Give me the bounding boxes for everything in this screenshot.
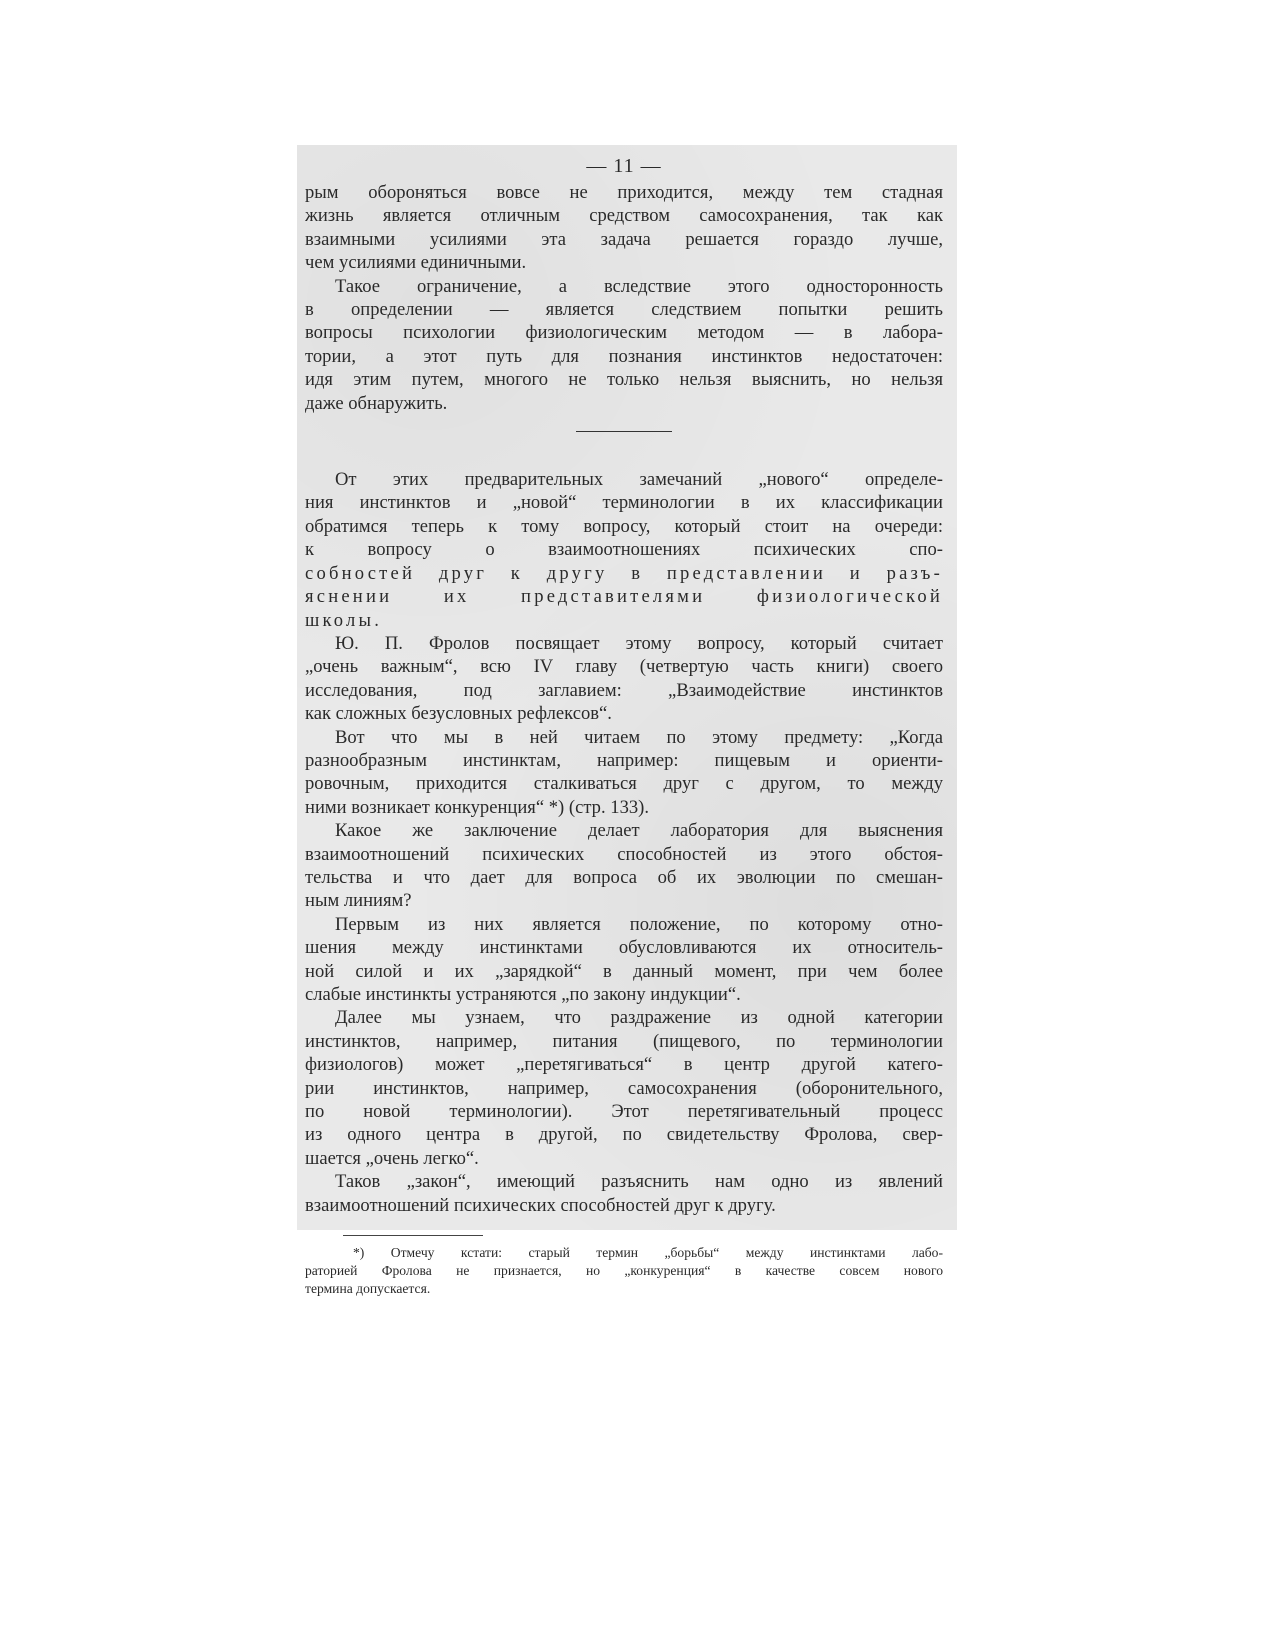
text-line: собностей друг к другу в представлении и разъ-: [305, 562, 943, 584]
paragraph-6: [305, 819, 943, 913]
text-line: по новой терминологии). Этот перетягивательный процесс: [305, 1101, 943, 1123]
footnote-line: раторией Фролова не признается, но „конкуренция“ в качестве совсем нового: [305, 1263, 943, 1279]
text-line: к вопросу о взаимоотношениях психических спо-: [305, 539, 943, 561]
footnote-line: термина допускается.: [305, 1281, 431, 1297]
paragraph-5: [305, 726, 943, 820]
text-line: тории, а этот путь для познания инстинктов недостаточен:: [305, 345, 943, 367]
text-line: разнообразным инстинктам, например: пищевым и ориенти-: [305, 749, 943, 771]
text-line: идя этим путем, многого не только нельзя выяснить, но нельзя: [305, 369, 943, 391]
scanned-book-page: [297, 145, 957, 1297]
text-line: вопросы психологии физиологическим методом — в лабора-: [305, 322, 943, 344]
text-line: рии инстинктов, например, самосохранения (оборонительного,: [305, 1077, 943, 1099]
text-line: ния инстинктов и „новой“ терминологии в их классификации: [305, 492, 943, 514]
paragraph-7: [305, 913, 943, 1007]
text-line: Таков „закон“, имеющий разъяснить нам одно из явлений: [335, 1171, 943, 1193]
text-line: Первым из них является положение, по которому отно-: [335, 913, 943, 935]
text-line: Какое же заключение делает лаборатория для выяснения: [335, 820, 943, 842]
text-line: как сложных безусловных рефлексов“.: [305, 703, 612, 725]
text-line: ной силой и их „зарядкой“ в данный момент, при чем более: [305, 960, 943, 982]
text-line: физиологов) может „перетягиваться“ в центр другой катего-: [305, 1054, 943, 1076]
section-separator: [576, 431, 672, 432]
paragraph-1: [305, 181, 943, 275]
text-line: взаимоотношений психических способностей из этого обстоя-: [305, 843, 943, 865]
text-line: в определении — является следствием попытки решить: [305, 299, 943, 321]
paragraph-3: [305, 468, 943, 632]
text-line: От этих предварительных замечаний „нового“ определе-: [335, 469, 943, 491]
text-line: ровочным, приходится сталкиваться друг с другом, то между: [305, 773, 943, 795]
text-line: взаимоотношений психических способностей друг к другу.: [305, 1194, 776, 1216]
text-line: „очень важным“, всю IV главу (четвертую часть книги) своего: [305, 656, 943, 678]
text-line: шается „очень легко“.: [305, 1147, 479, 1169]
text-line: рым обороняться вовсе не приходится, между тем стадная: [305, 182, 943, 203]
footnote: [305, 1244, 943, 1298]
text-line: исследования, под заглавием: „Взаимодействие инстинктов: [305, 679, 943, 701]
text-line: Ю. П. Фролов посвящает этому вопросу, который считает: [335, 632, 943, 654]
footnote-divider: [343, 1235, 483, 1236]
text-line: даже обнаружить.: [305, 392, 448, 414]
text-line: из одного центра в другой, по свидетельству Фролова, свер-: [305, 1124, 943, 1146]
text-line: инстинктов, например, питания (пищевого, по терминологии: [305, 1030, 943, 1052]
text-line: взаимными усилиями эта задача решается гораздо лучше,: [305, 228, 943, 250]
text-line: Вот что мы в ней читаем по этому предмету: „Когда: [335, 726, 943, 748]
page-number: — 11 —: [586, 155, 662, 177]
paragraph-9: [305, 1170, 943, 1217]
paragraph-4: [305, 632, 943, 726]
text-line: жизнь является отличным средством самосохранения, так как: [305, 205, 943, 227]
text-line: ними возникает конкуренция“ *) (стр. 133).: [305, 796, 650, 818]
text-line: тельства и что дает для вопроса об их эволюции по смешан-: [305, 866, 943, 888]
text-line: шения между инстинктами обусловливаются их относитель-: [305, 937, 943, 959]
text-line: слабые инстинкты устраняются „по закону индукции“.: [305, 984, 741, 1005]
paragraph-8: [305, 1006, 943, 1170]
text-line: чем усилиями единичными.: [305, 252, 527, 274]
text-line: ным линиям?: [305, 890, 412, 912]
text-line: школы.: [305, 609, 383, 631]
text-line: Далее мы узнаем, что раздражение из одной категории: [335, 1007, 943, 1029]
footnote-line: *) Отмечу кстати: старый термин „борьбы“ между инстинктами лабо-: [353, 1245, 943, 1261]
text-line: Такое ограничение, а вследствие этого односторонность: [335, 275, 943, 297]
paragraph-2: [305, 275, 943, 415]
text-line: яснении их представителями физиологической: [305, 586, 943, 608]
text-line: обратимся теперь к тому вопросу, который стоит на очереди:: [305, 515, 943, 537]
